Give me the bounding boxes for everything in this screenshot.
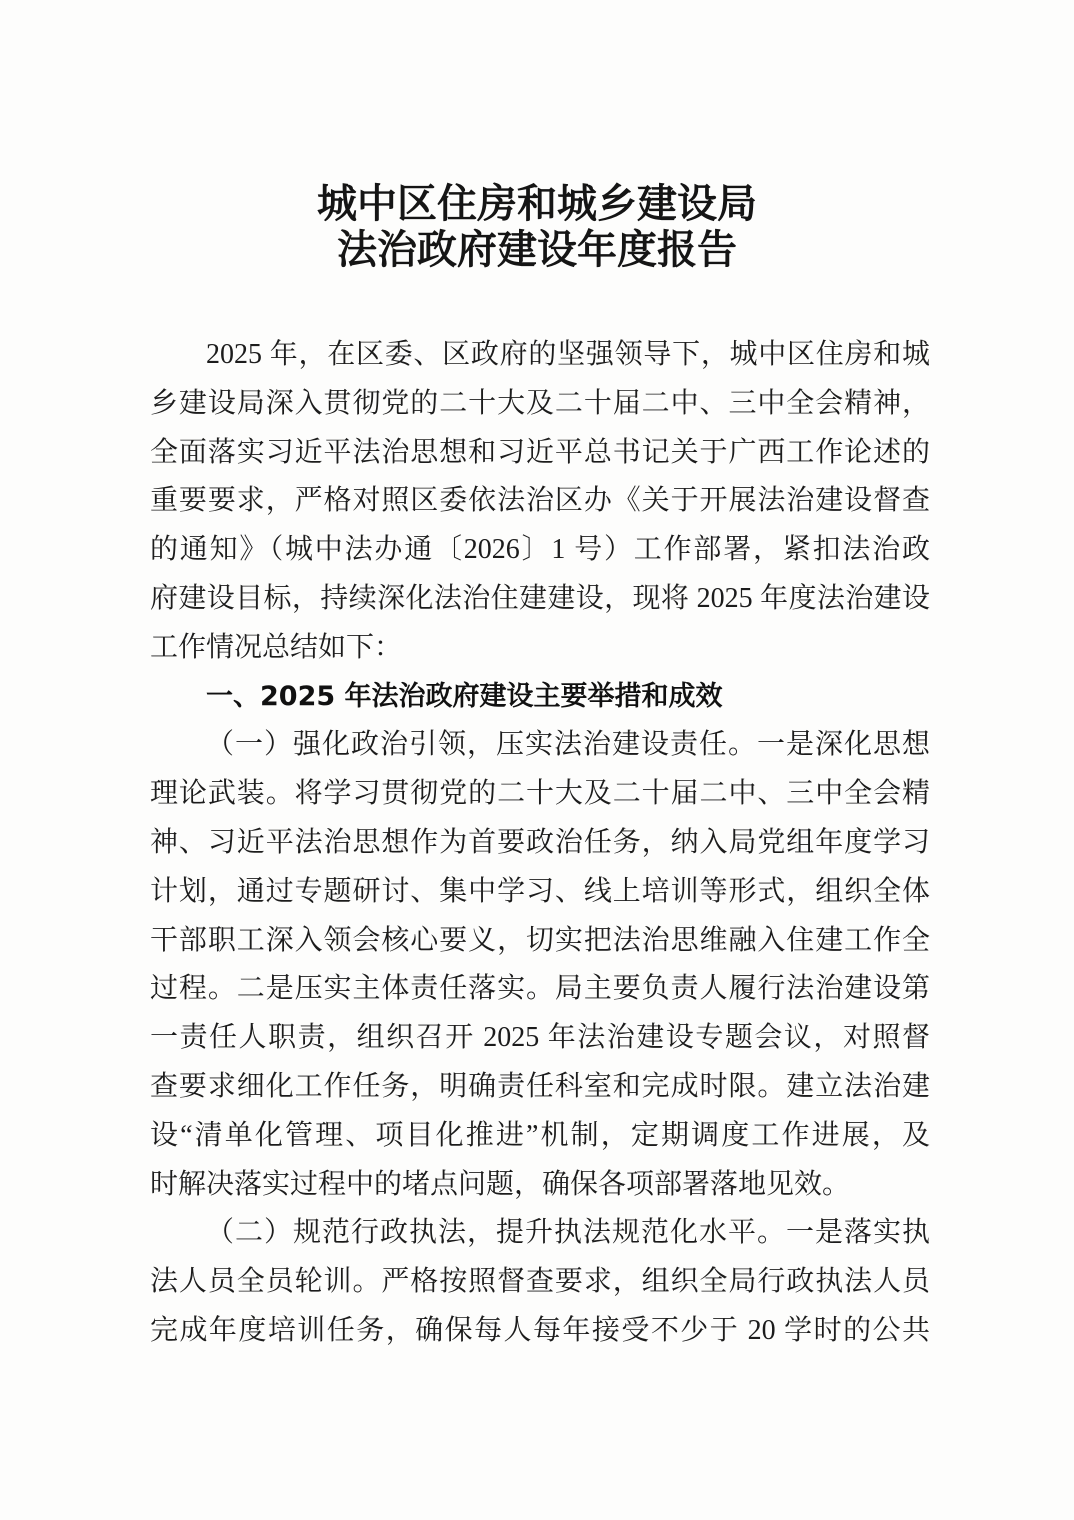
text-line: 时解决落实过程中的堵点问题，确保各项部署落地见效。 <box>150 1168 851 1200</box>
document-title <box>0 181 1074 273</box>
text-line: 的通知》（城中法办通〔2026〕1 号）工作部署，紧扣法治政 <box>150 534 930 566</box>
intro-paragraph <box>150 331 930 673</box>
subsection-2-paragraph <box>150 1209 930 1355</box>
text-line: 一责任人职责，组织召开 2025 年法治建设专题会议，对照督 <box>150 1022 930 1054</box>
text-line: 设“清单化管理、项目化推进”机制，定期调度工作进展，及 <box>150 1119 930 1151</box>
text-line: 府建设目标，持续深化法治住建建设，现将 2025 年度法治建设 <box>150 582 930 614</box>
text-line: 全面落实习近平法治思想和习近平总书记关于广西工作论述的 <box>150 436 930 468</box>
text-line: 重要要求，严格对照区委依法治区办《关于开展法治建设督查 <box>150 485 930 517</box>
section-heading: 一、2025 年法治政府建设主要举措和成效 <box>206 680 723 712</box>
text-line: 理论武装。将学习贯彻党的二十大及二十届二中、三中全会精 <box>150 778 930 810</box>
text-line: 计划，通过专题研讨、集中学习、线上培训等形式，组织全体 <box>150 875 930 907</box>
text-line: 乡建设局深入贯彻党的二十大及二十届二中、三中全会精神， <box>150 387 930 419</box>
text-line: 神、习近平法治思想作为首要政治任务，纳入局党组年度学习 <box>150 826 930 858</box>
text-line: 干部职工深入领会核心要义，切实把法治思维融入住建工作全 <box>150 924 930 956</box>
text-line: 工作情况总结如下： <box>150 631 403 663</box>
text-line: 法人员全员轮训。严格按照督查要求，组织全局行政执法人员 <box>150 1266 930 1298</box>
text-line: （二）规范行政执法，提升执法规范化水平。一是落实执 <box>206 1217 930 1249</box>
title-line-2: 法治政府建设年度报告 <box>337 227 737 272</box>
text-line: 2025 年，在区委、区政府的坚强领导下，城中区住房和城 <box>206 339 930 370</box>
text-line: 查要求细化工作任务，明确责任科室和完成时限。建立法治建 <box>150 1070 930 1102</box>
text-line: 过程。二是压实主体责任落实。局主要负责人履行法治建设第 <box>150 973 930 1005</box>
document-body <box>150 331 930 1356</box>
text-line: （一）强化政治引领，压实法治建设责任。一是深化思想 <box>206 729 930 761</box>
text-line: 完成年度培训任务，确保每人每年接受不少于 20 学时的公共 <box>150 1314 930 1346</box>
subsection-1-paragraph <box>150 721 930 1209</box>
title-line-1: 城中区住房和城乡建设局 <box>317 181 757 226</box>
